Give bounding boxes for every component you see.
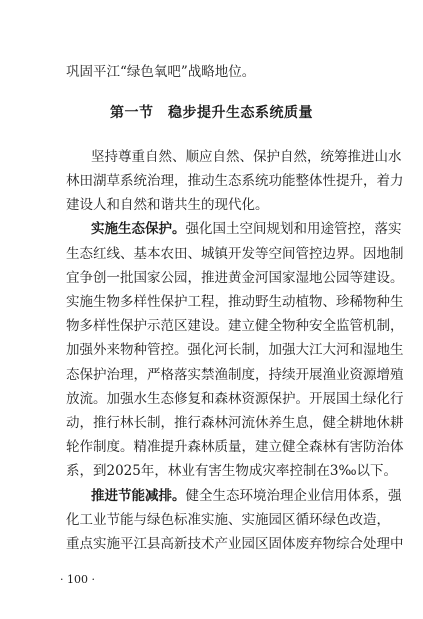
paragraph-lead: 推进节能减排。 [91, 488, 186, 504]
text-line: 生态红线、基本农田、城镇开发等空间管控边界。因地制 [66, 246, 404, 262]
text-line: 实施生物多样性保护工程，推动野生动植物、珍稀物种生 [66, 294, 404, 310]
text-line: 林田湖草系统治理，推动生态系统功能整体性提升，着力 [66, 173, 404, 189]
text-line: 宜争创一批国家公园，推进黄金河国家湿地公园等建设。 [66, 270, 404, 286]
text-line: 放流。加强水生态修复和森林资源保护。开展国土绿化行 [66, 391, 404, 407]
text-line: 重点实施平江县高新技术产业园区固体废弃物综合处理中 [66, 536, 404, 552]
paragraph-first-line [91, 487, 402, 505]
text-line: 轮作制度。精准提升森林质量，建立健全森林有害防治体 [66, 439, 404, 455]
text-line: 坚持尊重自然、顺应自然、保护自然，统筹推进山水 [91, 149, 402, 165]
text-run: 健全生态环境治理企业信用体系，强 [185, 488, 402, 504]
text-line: 物多样性保护示范区建设。建立健全物种安全监管机制， [66, 318, 404, 334]
text-line: 系，到2025年，林业有害生物成灾率控制在3‰以下。 [66, 463, 398, 479]
text-line: 巩固平江“绿色氧吧”战略地位。 [66, 64, 256, 80]
section-heading: 第一节 稳步提升生态系统质量 [110, 105, 313, 121]
paragraph-first-line [91, 220, 402, 238]
text-line: 建设人和自然和谐共生的现代化。 [66, 197, 269, 213]
text-line: 化工业节能与绿色标准实施、实施园区循环绿色改造， [66, 512, 390, 528]
paragraph-lead: 实施生态保护。 [91, 221, 186, 237]
text-line: 加强外来物种管控。强化河长制，加强大江大河和湿地生 [66, 342, 404, 358]
text-run: 强化国土空间规划和用途管控，落实 [185, 221, 402, 237]
text-line: 态保护治理，严格落实禁渔制度，持续开展渔业资源增殖 [66, 367, 404, 383]
text-line: 动，推行林长制，推行森林河流休养生息，健全耕地休耕 [66, 415, 404, 431]
page-number: · 100 · [60, 573, 95, 586]
